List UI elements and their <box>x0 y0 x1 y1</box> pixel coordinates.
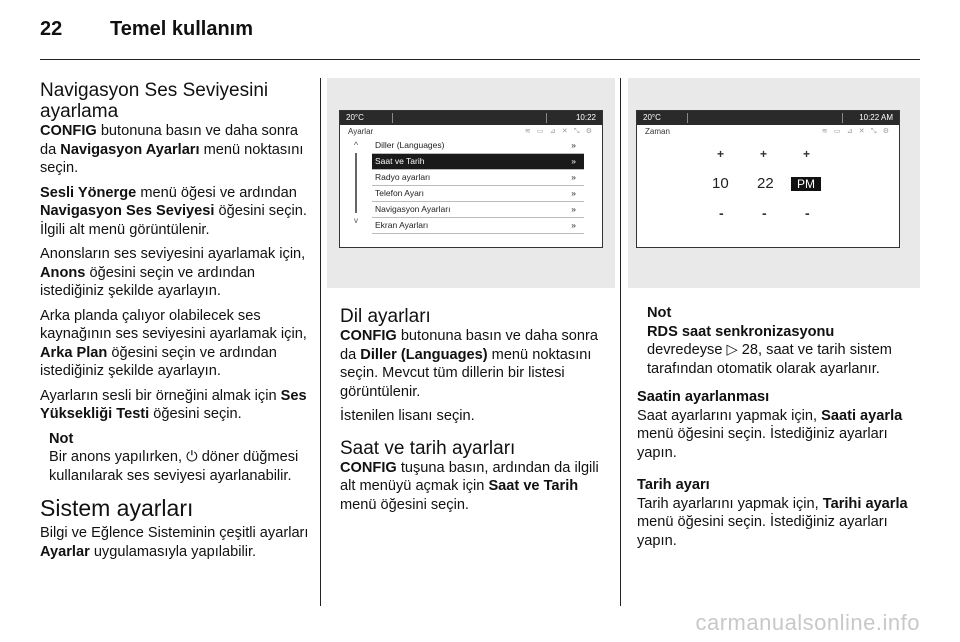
heading-time-date: Saat ve tarih ayarları <box>340 437 516 459</box>
hour-plus-button[interactable]: + <box>717 147 725 161</box>
chapter-title: Temel kullanım <box>110 18 254 40</box>
temperature: 20°C <box>346 113 364 122</box>
chevron-right-icon: » <box>571 204 576 214</box>
para-background: Arka planda çalıyor olabilecek ses kaynağının ses seviyesini ayarlamak için, Arka Plan öğesini seçin ve ardından istediğiniz şekilde ayarlayın. <box>40 307 307 379</box>
note-title: RDS saat senkronizasyonu <box>647 323 835 340</box>
ampm-value[interactable]: PM <box>791 177 821 191</box>
page-header <box>40 18 253 41</box>
rds-note <box>647 304 917 378</box>
para-set-clock: Saat ayarlarını yapmak için, Saati ayarla menü öğesini seçin. İstediğiniz ayarları yapın. <box>637 407 903 461</box>
menu-item-phone[interactable]: Telefon Ayarı » <box>372 186 584 202</box>
time-screenshot <box>628 78 920 288</box>
para-time-date-config: CONFIG tuşuna basın, ardından da ilgili alt menüyü açmak için Saat ve Tarih menü öğesini seçin. <box>340 459 599 513</box>
column-divider-2 <box>620 78 621 606</box>
para-set-date: Tarih ayarlarını yapmak için, Tarihi ayarla menü öğesini seçin. İstediğiniz ayarları yapın. <box>637 495 908 549</box>
column-1 <box>40 80 310 567</box>
note-box <box>49 430 310 486</box>
heading-set-date: Tarih ayarı <box>637 477 710 493</box>
watermark: carmanualsonline.info <box>695 610 920 635</box>
para-volume-test: Ayarların sesli bir örneğini almak için Ses Yüksekliği Testi öğesini seçin. <box>40 387 307 422</box>
heading-system-settings: Sistem ayarları <box>40 495 194 521</box>
time-screen <box>636 110 900 248</box>
para-language-config: CONFIG butonuna basın ve daha sonra da Diller (Languages) menü noktasını seçin. Mevcut tüm dillerin bir listesi görüntülenir. <box>340 328 598 400</box>
heading-nav-volume: Navigasyon Ses Seviyesini ayarlama <box>40 80 269 122</box>
menu-item-navigation[interactable]: Navigasyon Ayarları » <box>372 202 584 218</box>
scroll-down-icon[interactable]: v <box>354 216 358 225</box>
scroll-up-icon[interactable]: ^ <box>353 140 359 150</box>
settings-menu <box>372 138 584 234</box>
note-text: devredeyse ▷ 28, saat ve tarih sistem tarafından otomatik olarak ayarlanır. <box>647 341 892 377</box>
screen-title: Zaman ≋ ▭ ⊿ ✕ ⤡ ⚙ <box>645 127 891 136</box>
scrollbar[interactable] <box>352 141 360 225</box>
ampm-plus-button[interactable]: + <box>803 147 811 161</box>
menu-item-languages[interactable]: Diller (Languages) » <box>372 138 584 154</box>
heading-set-clock: Saatin ayarlanması <box>637 389 770 405</box>
page-reference-icon: ▷ <box>726 341 738 358</box>
minute-plus-button[interactable]: + <box>760 147 768 161</box>
settings-screen <box>339 110 603 248</box>
column-2 <box>340 306 610 520</box>
menu-item-display[interactable]: Ekran Ayarları » <box>372 218 584 234</box>
chevron-right-icon: » <box>571 156 576 166</box>
power-knob-icon: ⏻ <box>186 448 198 465</box>
clock: 10:22 AM <box>859 113 893 122</box>
chevron-right-icon: » <box>571 188 576 198</box>
status-bar <box>637 111 899 125</box>
column-divider-1 <box>320 78 321 606</box>
para-system-settings: Bilgi ve Eğlence Sisteminin çeşitli ayarları Ayarlar uygulamasıyla yapılabilir. <box>40 525 309 560</box>
chevron-right-icon: » <box>571 220 576 230</box>
status-icons: ≋ ▭ ⊿ ✕ ⤡ ⚙ <box>524 127 594 135</box>
para-select-language: İstenilen lisanı seçin. <box>340 408 475 424</box>
column-3 <box>637 304 917 556</box>
page-number: 22 <box>40 18 63 40</box>
para-config-nav: CONFIG butonuna basın ve daha sonra da Navigasyon Ayarları menü noktasını seçin. <box>40 123 304 176</box>
menu-item-time-date[interactable]: Saat ve Tarih » <box>372 154 584 170</box>
chevron-right-icon: » <box>571 172 576 182</box>
status-icons: ≋ ▭ ⊿ ✕ ⤡ ⚙ <box>821 127 891 135</box>
settings-screenshot <box>327 78 615 288</box>
para-voice-guidance: Sesli Yönerge menü öğesi ve ardından Navigasyon Ses Seviyesi öğesini seçin. İlgili alt menü görüntülenir. <box>40 184 307 238</box>
ampm-minus-button[interactable]: - <box>805 205 810 221</box>
note-label: Not <box>49 430 74 447</box>
header-rule <box>40 59 920 60</box>
minute-minus-button[interactable]: - <box>762 205 767 221</box>
clock: 10:22 <box>575 113 596 122</box>
heading-language: Dil ayarları <box>340 306 431 327</box>
hour-value[interactable]: 10 <box>712 175 729 192</box>
chevron-right-icon: » <box>571 140 576 150</box>
menu-item-radio[interactable]: Radyo ayarları » <box>372 170 584 186</box>
temperature: 20°C <box>643 113 661 122</box>
note-text: Bir anons yapılırken, ⏻ döner düğmesi kullanılarak ses seviyesi ayarlanabilir. <box>49 448 299 484</box>
status-bar <box>340 111 602 125</box>
para-announcement: Anonsların ses seviyesini ayarlamak için, Anons öğesini seçin ve ardından istediğiniz şekilde ayarlayın. <box>40 246 306 299</box>
note-label: Not <box>647 305 672 321</box>
hour-minus-button[interactable]: - <box>719 205 724 221</box>
minute-value[interactable]: 22 <box>757 175 774 192</box>
screen-title: Ayarlar ≋ ▭ ⊿ ✕ ⤡ ⚙ <box>348 127 594 136</box>
